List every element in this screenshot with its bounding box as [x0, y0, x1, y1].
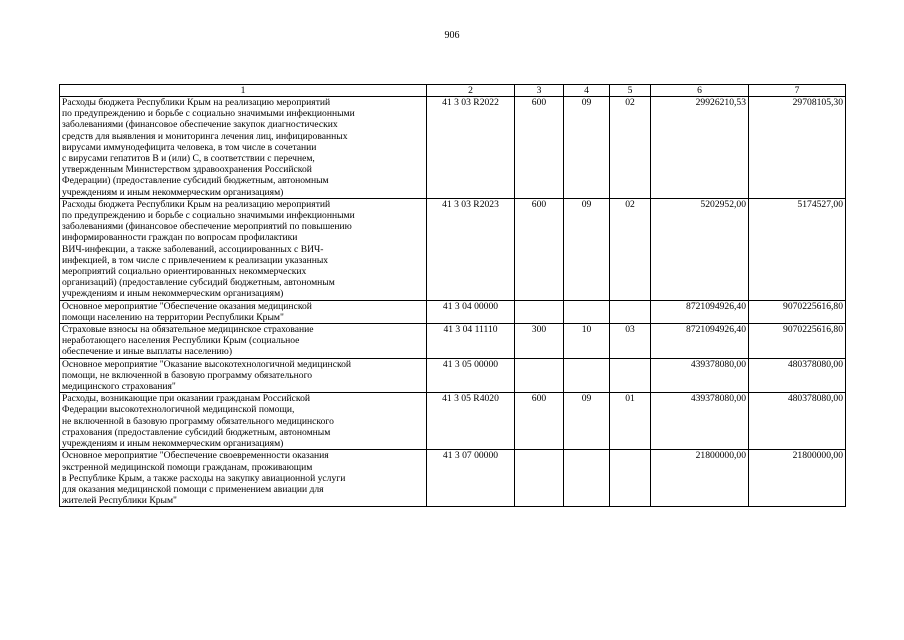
header-row: [60, 85, 846, 97]
expense-type-code: [515, 450, 564, 507]
amount-year-2: 29708105,30: [749, 97, 846, 199]
target-article-code: 41 3 03 R2023: [427, 198, 515, 300]
amount-year-1: 439378080,00: [651, 358, 749, 393]
budget-table: [59, 84, 846, 507]
target-article-code: 41 3 05 R4020: [427, 393, 515, 450]
page-number: 906: [444, 30, 460, 41]
expense-type-code: [515, 358, 564, 393]
row-description: Расходы, возникающие при оказании гражданам Российской Федерации высокотехнологичной медицинской помощи, не включенной в базовую программу обязательного медицинского страхования (предоставление субсидий бюджетным, автономным учреждениям и иным некоммерческим организациям): [60, 393, 427, 450]
subsection-code: [610, 300, 651, 323]
target-article-code: 41 3 03 R2022: [427, 97, 515, 199]
section-code: 09: [564, 97, 610, 199]
amount-year-2: 21800000,00: [749, 450, 846, 507]
column-header: 6: [651, 85, 749, 97]
subsection-code: 03: [610, 324, 651, 359]
expense-type-code: 300: [515, 324, 564, 359]
column-header: 5: [610, 85, 651, 97]
column-header: 4: [564, 85, 610, 97]
table-row: [60, 358, 846, 393]
amount-year-2: 5174527,00: [749, 198, 846, 300]
expense-type-code: [515, 300, 564, 323]
table-row: [60, 393, 846, 450]
table-row: [60, 450, 846, 507]
target-article-code: 41 3 07 00000: [427, 450, 515, 507]
subsection-code: 02: [610, 198, 651, 300]
section-code: [564, 450, 610, 507]
expense-type-code: 600: [515, 393, 564, 450]
expense-type-code: 600: [515, 97, 564, 199]
section-code: [564, 358, 610, 393]
expense-type-code: 600: [515, 198, 564, 300]
subsection-code: [610, 450, 651, 507]
column-header: 1: [60, 85, 427, 97]
subsection-code: [610, 358, 651, 393]
table-row: [60, 300, 846, 323]
column-header: 3: [515, 85, 564, 97]
amount-year-1: 29926210,53: [651, 97, 749, 199]
section-code: 09: [564, 393, 610, 450]
amount-year-2: 480378080,00: [749, 358, 846, 393]
amount-year-1: 439378080,00: [651, 393, 749, 450]
section-code: [564, 300, 610, 323]
row-description: Расходы бюджета Республики Крым на реализацию мероприятий по предупреждению и борьбе с социально значимыми инфекционными заболеваниями (финансовое обеспечение мероприятий по повышению информированности граждан по вопросам профилактики ВИЧ-инфекции, а также заболеваний, ассоциированных с ВИЧ- инфекцией, в том числе с привлечением к реализации указанных мероприятий социально ориентированных некоммерческих организаций) (предоставление субсидий бюджетным, автономным учреждениям и иным некоммерческим организациям): [60, 198, 427, 300]
target-article-code: 41 3 05 00000: [427, 358, 515, 393]
row-description: Основное мероприятие "Оказание высокотехнологичной медицинской помощи, не включенной в базовую программу обязательного медицинского страхования": [60, 358, 427, 393]
target-article-code: 41 3 04 00000: [427, 300, 515, 323]
row-description: Страховые взносы на обязательное медицинское страхование неработающего населения Республики Крым (социальное обеспечение и иные выплаты населению): [60, 324, 427, 359]
target-article-code: 41 3 04 11110: [427, 324, 515, 359]
row-description: Расходы бюджета Республики Крым на реализацию мероприятий по предупреждению и борьбе с социально значимыми инфекционными заболеваниями (финансовое обеспечение закупок диагностических средств для выявления и мониторинга лечения лиц, инфицированных вирусами иммунодефицита человека, в том числе в сочетании с вирусами гепатитов В и (или) С, в соответствии с перечнем, утвержденным Министерством здравоохранения Российской Федерации) (предоставление субсидий бюджетным, автономным учреждениям и иным некоммерческим организациям): [60, 97, 427, 199]
amount-year-2: 9070225616,80: [749, 300, 846, 323]
amount-year-2: 9070225616,80: [749, 324, 846, 359]
table-row: [60, 97, 846, 199]
subsection-code: 02: [610, 97, 651, 199]
amount-year-1: 21800000,00: [651, 450, 749, 507]
column-header: 7: [749, 85, 846, 97]
row-description: Основное мероприятие "Обеспечение оказания медицинской помощи населению на территории Республики Крым": [60, 300, 427, 323]
table-row: [60, 324, 846, 359]
row-description: Основное мероприятие "Обеспечение своевременности оказания экстренной медицинской помощи гражданам, проживающим в Республике Крым, а также расходы на закупку авиационной услуги для оказания медицинской помощи с применением авиации для жителей Республики Крым": [60, 450, 427, 507]
amount-year-1: 8721094926,40: [651, 324, 749, 359]
section-code: 09: [564, 198, 610, 300]
table-row: [60, 198, 846, 300]
column-header: 2: [427, 85, 515, 97]
amount-year-2: 480378080,00: [749, 393, 846, 450]
amount-year-1: 5202952,00: [651, 198, 749, 300]
subsection-code: 01: [610, 393, 651, 450]
amount-year-1: 8721094926,40: [651, 300, 749, 323]
section-code: 10: [564, 324, 610, 359]
